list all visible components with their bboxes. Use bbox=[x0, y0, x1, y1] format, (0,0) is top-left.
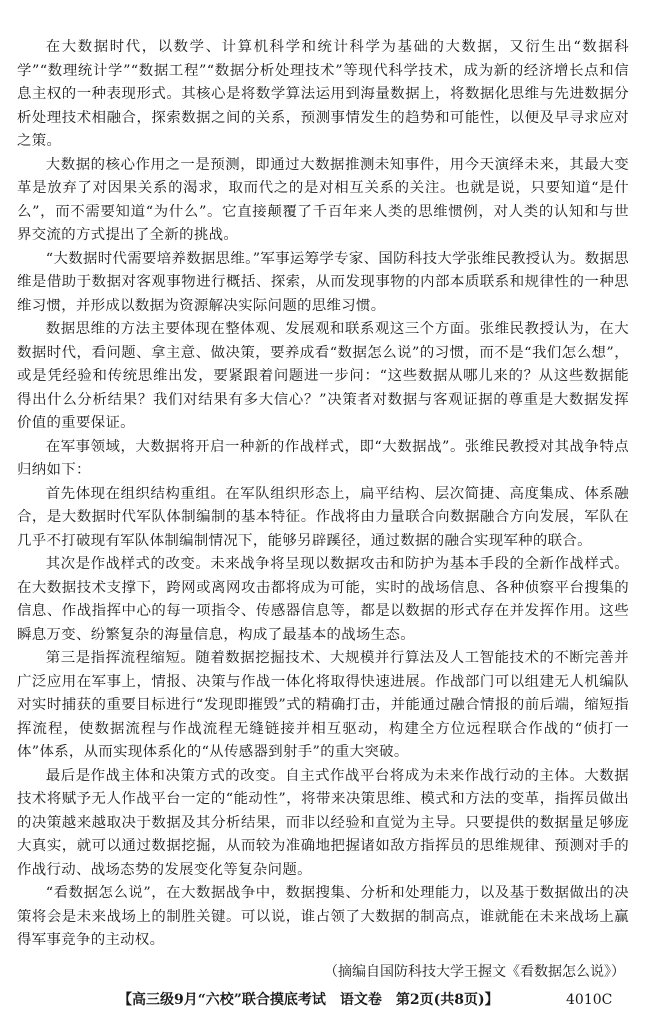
page-footer bbox=[0, 988, 648, 1012]
article-paragraph-8: 第三是指挥流程缩短。随着数据挖掘技术、大规模并行算法及人工智能技术的不断完善并广泛应用在军事上，情报、决策与作战一体化将取得快速进展。作战部门可以组建无人机编队对实时捕获的重要目标进行“发现即摧毁”式的精确打击，并能通过融合情报的前后端，缩短指挥流程，使数据流程与作战流程无缝链接并相互驱动，构建全方位远程联合作战的“侦打一体”体系，从而实现体系化的“从传感器到射手”的重大突破。 bbox=[17, 650, 629, 760]
article-paragraph-4: 数据思维的方法主要体现在整体观、发展观和联系观这三个方面。张维民教授认为，在大数据时代，看问题、拿主意、做决策，要养成看“数据怎么说”的习惯，而不是“我们怎么想”，或是凭经验和传统思维出发，要紧跟着问题进一步问：“这些数据从哪儿来的？从这些数据能得出什么分析结果？我们对结果有多大信心？”决策者对数据与客观证据的尊重是大数据发挥价值的重要保证。 bbox=[17, 321, 629, 431]
footer-exam-info: 【高三级9月“六校”联合摸底考试 语文卷 第2页(共8页)】 bbox=[118, 992, 499, 1008]
article-paragraph-6: 首先体现在组织结构重组。在军队组织形态上，扁平结构、层次简捷、高度集成、体系融合，是大数据时代军队体制编制的基本特征。作战将由力量联合向数据融合方向发展，军队在几乎不打破现有军队体制编制情况下，能够另辟蹊径，通过数据的融合实现军种的联合。 bbox=[17, 485, 629, 549]
article-source: （摘编自国防科技大学王握文《看数据怎么说》） bbox=[324, 963, 625, 980]
footer-paper-code: 4010C bbox=[566, 992, 613, 1008]
article-paragraph-9: 最后是作战主体和决策方式的改变。自主式作战平台将成为未来作战行动的主体。大数据技术将赋予无人作战平台一定的“能动性”，将带来决策思维、模式和方法的变革，指挥员做出的决策越来越取决于数据及其分析结果，而非以经验和直觉为主导。只要提供的数据量足够庞大真实，就可以通过数据挖掘，从而较为准确地把握诸如敌方指挥员的思维规律、预测对手的作战行动、战场态势的发展变化等复杂问题。 bbox=[17, 767, 629, 878]
article-paragraph-10: “看数据怎么说”，在大数据战争中，数据搜集、分析和处理能力，以及基于数据做出的决策将会是未来战场上的制胜关键。可以说，谁占领了大数据的制高点，谁就能在未来战场上赢得军事竞争的主动权。 bbox=[17, 885, 629, 948]
article-paragraph-5: 在军事领域，大数据将开启一种新的作战样式，即“大数据战”。张维民教授对其战争特点归纳如下： bbox=[17, 438, 629, 478]
article-paragraph-1: 在大数据时代，以数学、计算机科学和统计科学为基础的大数据，又衍生出“数据科学”“数理统计学”“数据工程”“数据分析处理技术”等现代科学技术，成为新的经济增长点和信息主权的一种表现形式。其核心是将数学算法运用到海量数据上，将数据化思维与先进数据分析处理技术相融合，探索数据之间的关系，预测事情发生的趋势和可能性，以便及早寻求应对之策。 bbox=[17, 39, 629, 149]
article-paragraph-2: 大数据的核心作用之一是预测，即通过大数据推测未知事件，用今天演绎未来，其最大变革是放弃了对因果关系的渴求，取而代之的是对相互关系的关注。也就是说，只要知道“是什么”，而不需要知道“为什么”。它直接颠覆了千百年来人类的思维惯例，对人类的认知和与世界交流的方式提出了全新的挑战。 bbox=[17, 156, 629, 243]
article-paragraph-3: “大数据时代需要培养数据思维。”军事运筹学专家、国防科技大学张维民教授认为。数据思维是借助于数据对客观事物进行概括、探索，从而发现事物的内部本质联系和规律性的一种思维习惯，并形成以数据为资源解决实际问题的思维习惯。 bbox=[17, 250, 629, 314]
article-paragraph-7: 其次是作战样式的改变。未来战争将呈现以数据攻击和防护为基本手段的全新作战样式。在大数据技术支撑下，跨网或离网攻击都将成为可能，实时的战场信息、各种侦察平台搜集的信息、作战指挥中心的每一项指令、传感器信息等，都是以数据的形式存在并发挥作用。这些瞬息万变、纷繁复杂的海量信息，构成了最基本的战场生态。 bbox=[17, 556, 629, 643]
article-body bbox=[17, 36, 629, 983]
